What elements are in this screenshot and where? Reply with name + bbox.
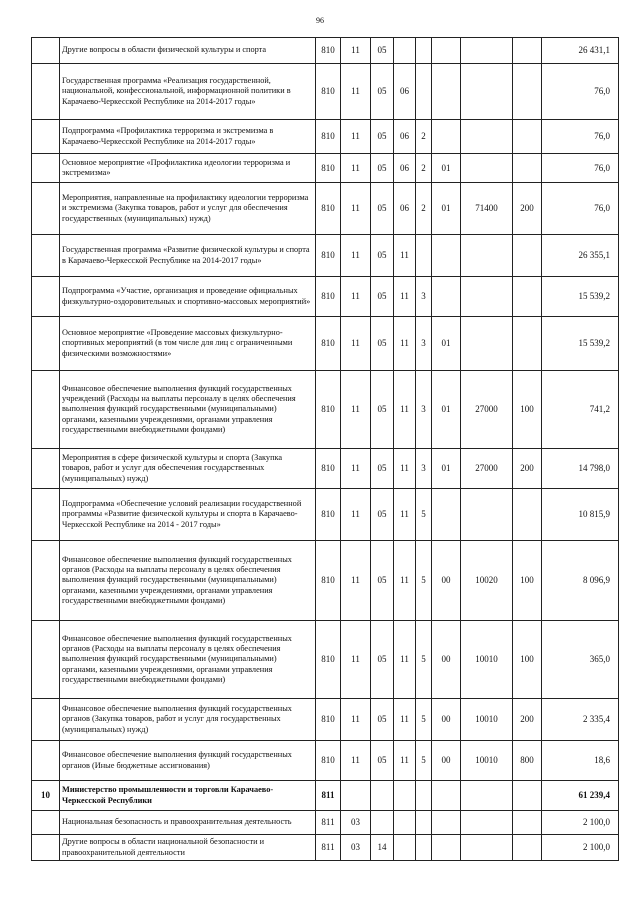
subsection-code-cell: 14 bbox=[371, 835, 394, 861]
row-name-cell: Основное мероприятие «Проведение массовых физкультурно-спортивных мероприятий (в том числе для лиц с ограниченными физическими возможностями» bbox=[60, 317, 316, 371]
expense-type-cell: 200 bbox=[513, 699, 542, 741]
table-row bbox=[32, 64, 619, 120]
direction-code-cell bbox=[461, 154, 513, 183]
direction-code-cell: 10010 bbox=[461, 621, 513, 699]
amount-cell: 14 798,0 bbox=[542, 449, 619, 489]
subprogram-code-cell: 3 bbox=[416, 277, 432, 317]
row-name-cell: Государственная программа «Развитие физической культуры и спорта в Карачаево-Черкесской Республике на 2014-2017 годы» bbox=[60, 235, 316, 277]
subsection-code-cell bbox=[371, 781, 394, 811]
amount-cell: 10 815,9 bbox=[542, 489, 619, 541]
expense-type-cell: 200 bbox=[513, 183, 542, 235]
direction-code-cell bbox=[461, 120, 513, 154]
table-row bbox=[32, 489, 619, 541]
expense-type-cell bbox=[513, 835, 542, 861]
amount-cell: 76,0 bbox=[542, 64, 619, 120]
ministry-code-cell: 810 bbox=[316, 449, 341, 489]
amount-cell: 2 100,0 bbox=[542, 835, 619, 861]
table-row bbox=[32, 699, 619, 741]
expense-type-cell bbox=[513, 38, 542, 64]
direction-code-cell bbox=[461, 64, 513, 120]
ministry-code-cell: 810 bbox=[316, 277, 341, 317]
activity-code-cell: 01 bbox=[432, 183, 461, 235]
amount-cell: 61 239,4 bbox=[542, 781, 619, 811]
row-number-cell bbox=[32, 541, 60, 621]
row-name-cell: Финансовое обеспечение выполнения функций государственных органов (Иные бюджетные ассигнования) bbox=[60, 741, 316, 781]
subsection-code-cell: 05 bbox=[371, 741, 394, 781]
ministry-code-cell: 811 bbox=[316, 835, 341, 861]
table-row bbox=[32, 449, 619, 489]
row-name-cell: Подпрограмма «Обеспечение условий реализации государственной программы «Развитие физической культуры и спорта в Карачаево-Черкесской Республике на 2014 - 2017 годы» bbox=[60, 489, 316, 541]
row-number-cell bbox=[32, 38, 60, 64]
subsection-code-cell: 05 bbox=[371, 235, 394, 277]
subprogram-code-cell bbox=[416, 835, 432, 861]
section-code-cell: 11 bbox=[341, 235, 371, 277]
row-number-cell bbox=[32, 699, 60, 741]
row-name-cell: Подпрограмма «Профилактика терроризма и экстремизма в Карачаево-Черкесской Республике на 2014-2017 годы» bbox=[60, 120, 316, 154]
ministry-code-cell: 810 bbox=[316, 621, 341, 699]
ministry-code-cell: 810 bbox=[316, 541, 341, 621]
expense-type-cell bbox=[513, 489, 542, 541]
subprogram-code-cell bbox=[416, 235, 432, 277]
ministry-code-cell: 810 bbox=[316, 235, 341, 277]
expense-type-cell: 100 bbox=[513, 541, 542, 621]
amount-cell: 2 335,4 bbox=[542, 699, 619, 741]
row-number-cell bbox=[32, 371, 60, 449]
direction-code-cell bbox=[461, 489, 513, 541]
row-name-cell: Подпрограмма «Участие, организация и проведение официальных физкультурно-оздоровительных и спортивно-массовых мероприятий» bbox=[60, 277, 316, 317]
ministry-code-cell: 810 bbox=[316, 317, 341, 371]
subprogram-code-cell: 5 bbox=[416, 699, 432, 741]
program-code-cell bbox=[394, 781, 416, 811]
program-code-cell: 06 bbox=[394, 154, 416, 183]
program-code-cell: 11 bbox=[394, 449, 416, 489]
subsection-code-cell: 05 bbox=[371, 449, 394, 489]
subsection-code-cell: 05 bbox=[371, 183, 394, 235]
row-name-cell: Мероприятия в сфере физической культуры и спорта (Закупка товаров, работ и услуг для обеспечения государственных (муниципальных) нужд) bbox=[60, 449, 316, 489]
subsection-code-cell: 05 bbox=[371, 277, 394, 317]
table-row bbox=[32, 811, 619, 835]
section-code-cell: 03 bbox=[341, 811, 371, 835]
row-name-cell: Финансовое обеспечение выполнения функций государственных органов (Расходы на выплаты персоналу в целях обеспечения выполнения функций государственными (муниципальными) органами, казенными учреждениями, органами управления государственными внебюджетными фондами) bbox=[60, 541, 316, 621]
row-name-cell: Мероприятия, направленные на профилактику идеологии терроризма и экстремизма (Закупка товаров, работ и услуг для обеспечения государственных (муниципальных) нужд) bbox=[60, 183, 316, 235]
activity-code-cell: 00 bbox=[432, 699, 461, 741]
row-number-cell bbox=[32, 317, 60, 371]
direction-code-cell bbox=[461, 835, 513, 861]
direction-code-cell: 10010 bbox=[461, 699, 513, 741]
subprogram-code-cell: 3 bbox=[416, 449, 432, 489]
direction-code-cell: 27000 bbox=[461, 371, 513, 449]
activity-code-cell: 00 bbox=[432, 541, 461, 621]
table-row bbox=[32, 277, 619, 317]
row-number-cell bbox=[32, 489, 60, 541]
section-code-cell: 11 bbox=[341, 183, 371, 235]
expense-type-cell bbox=[513, 235, 542, 277]
activity-code-cell bbox=[432, 38, 461, 64]
section-code-cell: 11 bbox=[341, 489, 371, 541]
row-number-cell bbox=[32, 64, 60, 120]
row-number-cell bbox=[32, 621, 60, 699]
row-number-cell bbox=[32, 449, 60, 489]
subsection-code-cell: 05 bbox=[371, 699, 394, 741]
program-code-cell: 11 bbox=[394, 489, 416, 541]
subsection-code-cell: 05 bbox=[371, 371, 394, 449]
activity-code-cell bbox=[432, 811, 461, 835]
subprogram-code-cell: 5 bbox=[416, 489, 432, 541]
ministry-code-cell: 811 bbox=[316, 781, 341, 811]
section-code-cell: 11 bbox=[341, 120, 371, 154]
program-code-cell: 11 bbox=[394, 621, 416, 699]
direction-code-cell bbox=[461, 811, 513, 835]
subprogram-code-cell: 3 bbox=[416, 317, 432, 371]
row-name-cell: Финансовое обеспечение выполнения функций государственных органов (Закупка товаров, работ и услуг для государственных (муниципальных) нужд) bbox=[60, 699, 316, 741]
expense-type-cell bbox=[513, 277, 542, 317]
amount-cell: 741,2 bbox=[542, 371, 619, 449]
row-number-cell bbox=[32, 235, 60, 277]
section-code-cell: 11 bbox=[341, 699, 371, 741]
expense-type-cell bbox=[513, 64, 542, 120]
row-number-cell bbox=[32, 835, 60, 861]
subprogram-code-cell bbox=[416, 781, 432, 811]
activity-code-cell bbox=[432, 64, 461, 120]
section-code-cell: 11 bbox=[341, 154, 371, 183]
row-number-cell bbox=[32, 277, 60, 317]
ministry-code-cell: 810 bbox=[316, 64, 341, 120]
expense-type-cell: 800 bbox=[513, 741, 542, 781]
direction-code-cell bbox=[461, 277, 513, 317]
program-code-cell: 11 bbox=[394, 371, 416, 449]
subprogram-code-cell: 5 bbox=[416, 741, 432, 781]
amount-cell: 8 096,9 bbox=[542, 541, 619, 621]
expense-type-cell bbox=[513, 120, 542, 154]
table-row bbox=[32, 741, 619, 781]
subprogram-code-cell bbox=[416, 811, 432, 835]
amount-cell: 18,6 bbox=[542, 741, 619, 781]
activity-code-cell: 01 bbox=[432, 449, 461, 489]
ministry-code-cell: 811 bbox=[316, 811, 341, 835]
subsection-code-cell: 05 bbox=[371, 154, 394, 183]
row-name-cell: Государственная программа «Реализация государственной, национальной, конфессиональной, информационной политики в Карачаево-Черкесской Республике на 2014-2017 годы» bbox=[60, 64, 316, 120]
activity-code-cell: 01 bbox=[432, 371, 461, 449]
table-row bbox=[32, 371, 619, 449]
activity-code-cell bbox=[432, 835, 461, 861]
subprogram-code-cell bbox=[416, 38, 432, 64]
subprogram-code-cell: 5 bbox=[416, 541, 432, 621]
activity-code-cell bbox=[432, 781, 461, 811]
table-row bbox=[32, 317, 619, 371]
subsection-code-cell: 05 bbox=[371, 120, 394, 154]
direction-code-cell bbox=[461, 235, 513, 277]
row-number-cell bbox=[32, 183, 60, 235]
section-code-cell: 11 bbox=[341, 621, 371, 699]
table-row bbox=[32, 541, 619, 621]
program-code-cell: 11 bbox=[394, 541, 416, 621]
activity-code-cell bbox=[432, 277, 461, 317]
subsection-code-cell: 05 bbox=[371, 621, 394, 699]
subsection-code-cell: 05 bbox=[371, 489, 394, 541]
program-code-cell: 11 bbox=[394, 277, 416, 317]
subprogram-code-cell: 3 bbox=[416, 371, 432, 449]
amount-cell: 26 355,1 bbox=[542, 235, 619, 277]
section-code-cell: 11 bbox=[341, 541, 371, 621]
table-row bbox=[32, 154, 619, 183]
program-code-cell bbox=[394, 835, 416, 861]
ministry-code-cell: 810 bbox=[316, 741, 341, 781]
direction-code-cell bbox=[461, 317, 513, 371]
activity-code-cell: 01 bbox=[432, 317, 461, 371]
expense-type-cell bbox=[513, 811, 542, 835]
section-code-cell: 11 bbox=[341, 449, 371, 489]
row-number-cell bbox=[32, 120, 60, 154]
section-code-cell: 11 bbox=[341, 741, 371, 781]
table-row bbox=[32, 183, 619, 235]
expense-type-cell: 200 bbox=[513, 449, 542, 489]
amount-cell: 76,0 bbox=[542, 154, 619, 183]
row-number-cell bbox=[32, 154, 60, 183]
activity-code-cell bbox=[432, 489, 461, 541]
expense-type-cell: 100 bbox=[513, 371, 542, 449]
program-code-cell: 11 bbox=[394, 317, 416, 371]
subsection-code-cell: 05 bbox=[371, 317, 394, 371]
direction-code-cell: 71400 bbox=[461, 183, 513, 235]
section-code-cell bbox=[341, 781, 371, 811]
row-number-cell bbox=[32, 741, 60, 781]
ministry-code-cell: 810 bbox=[316, 38, 341, 64]
row-name-cell: Другие вопросы в области национальной безопасности и правоохранительной деятельности bbox=[60, 835, 316, 861]
program-code-cell: 06 bbox=[394, 120, 416, 154]
amount-cell: 76,0 bbox=[542, 120, 619, 154]
amount-cell: 2 100,0 bbox=[542, 811, 619, 835]
table-row bbox=[32, 621, 619, 699]
section-code-cell: 11 bbox=[341, 317, 371, 371]
section-code-cell: 03 bbox=[341, 835, 371, 861]
ministry-code-cell: 810 bbox=[316, 489, 341, 541]
table-row bbox=[32, 781, 619, 811]
ministry-code-cell: 810 bbox=[316, 183, 341, 235]
subsection-code-cell: 05 bbox=[371, 64, 394, 120]
subsection-code-cell: 05 bbox=[371, 38, 394, 64]
section-code-cell: 11 bbox=[341, 277, 371, 317]
budget-table bbox=[31, 37, 619, 861]
subprogram-code-cell: 2 bbox=[416, 183, 432, 235]
ministry-code-cell: 810 bbox=[316, 154, 341, 183]
direction-code-cell: 10010 bbox=[461, 741, 513, 781]
ministry-code-cell: 810 bbox=[316, 371, 341, 449]
program-code-cell: 06 bbox=[394, 64, 416, 120]
table-row bbox=[32, 38, 619, 64]
row-number-cell: 10 bbox=[32, 781, 60, 811]
subprogram-code-cell: 5 bbox=[416, 621, 432, 699]
subsection-code-cell: 05 bbox=[371, 541, 394, 621]
amount-cell: 26 431,1 bbox=[542, 38, 619, 64]
subprogram-code-cell bbox=[416, 64, 432, 120]
row-name-cell: Финансовое обеспечение выполнения функций государственных органов (Расходы на выплаты персоналу в целях обеспечения выполнения функций государственными (муниципальными) органами, казенными учреждениями, органами управления государственными внебюджетными фондами) bbox=[60, 621, 316, 699]
activity-code-cell bbox=[432, 120, 461, 154]
program-code-cell: 11 bbox=[394, 235, 416, 277]
activity-code-cell bbox=[432, 235, 461, 277]
subsection-code-cell bbox=[371, 811, 394, 835]
expense-type-cell bbox=[513, 781, 542, 811]
row-number-cell bbox=[32, 811, 60, 835]
row-name-cell: Основное мероприятие «Профилактика идеологии терроризма и экстремизма» bbox=[60, 154, 316, 183]
table-row bbox=[32, 835, 619, 861]
program-code-cell: 11 bbox=[394, 699, 416, 741]
table-row bbox=[32, 120, 619, 154]
subprogram-code-cell: 2 bbox=[416, 154, 432, 183]
subprogram-code-cell: 2 bbox=[416, 120, 432, 154]
table-row bbox=[32, 235, 619, 277]
activity-code-cell: 00 bbox=[432, 741, 461, 781]
amount-cell: 365,0 bbox=[542, 621, 619, 699]
ministry-code-cell: 810 bbox=[316, 120, 341, 154]
amount-cell: 15 539,2 bbox=[542, 317, 619, 371]
direction-code-cell bbox=[461, 781, 513, 811]
section-code-cell: 11 bbox=[341, 64, 371, 120]
program-code-cell bbox=[394, 811, 416, 835]
expense-type-cell bbox=[513, 154, 542, 183]
section-code-cell: 11 bbox=[341, 38, 371, 64]
row-name-cell: Министерство промышленности и торговли Карачаево-Черкесской Республики bbox=[60, 781, 316, 811]
row-name-cell: Другие вопросы в области физической культуры и спорта bbox=[60, 38, 316, 64]
activity-code-cell: 01 bbox=[432, 154, 461, 183]
expense-type-cell bbox=[513, 317, 542, 371]
program-code-cell: 11 bbox=[394, 741, 416, 781]
page-number: 96 bbox=[316, 16, 324, 25]
section-code-cell: 11 bbox=[341, 371, 371, 449]
amount-cell: 76,0 bbox=[542, 183, 619, 235]
ministry-code-cell: 810 bbox=[316, 699, 341, 741]
direction-code-cell: 10020 bbox=[461, 541, 513, 621]
row-name-cell: Финансовое обеспечение выполнения функций государственных учреждений (Расходы на выплаты персоналу в целях обеспечения выполнения функций государственными (муниципальными) органами, казенными учреждениями, органами управления государственными внебюджетными фондами) bbox=[60, 371, 316, 449]
program-code-cell bbox=[394, 38, 416, 64]
amount-cell: 15 539,2 bbox=[542, 277, 619, 317]
direction-code-cell: 27000 bbox=[461, 449, 513, 489]
row-name-cell: Национальная безопасность и правоохранительная деятельность bbox=[60, 811, 316, 835]
direction-code-cell bbox=[461, 38, 513, 64]
program-code-cell: 06 bbox=[394, 183, 416, 235]
activity-code-cell: 00 bbox=[432, 621, 461, 699]
expense-type-cell: 100 bbox=[513, 621, 542, 699]
